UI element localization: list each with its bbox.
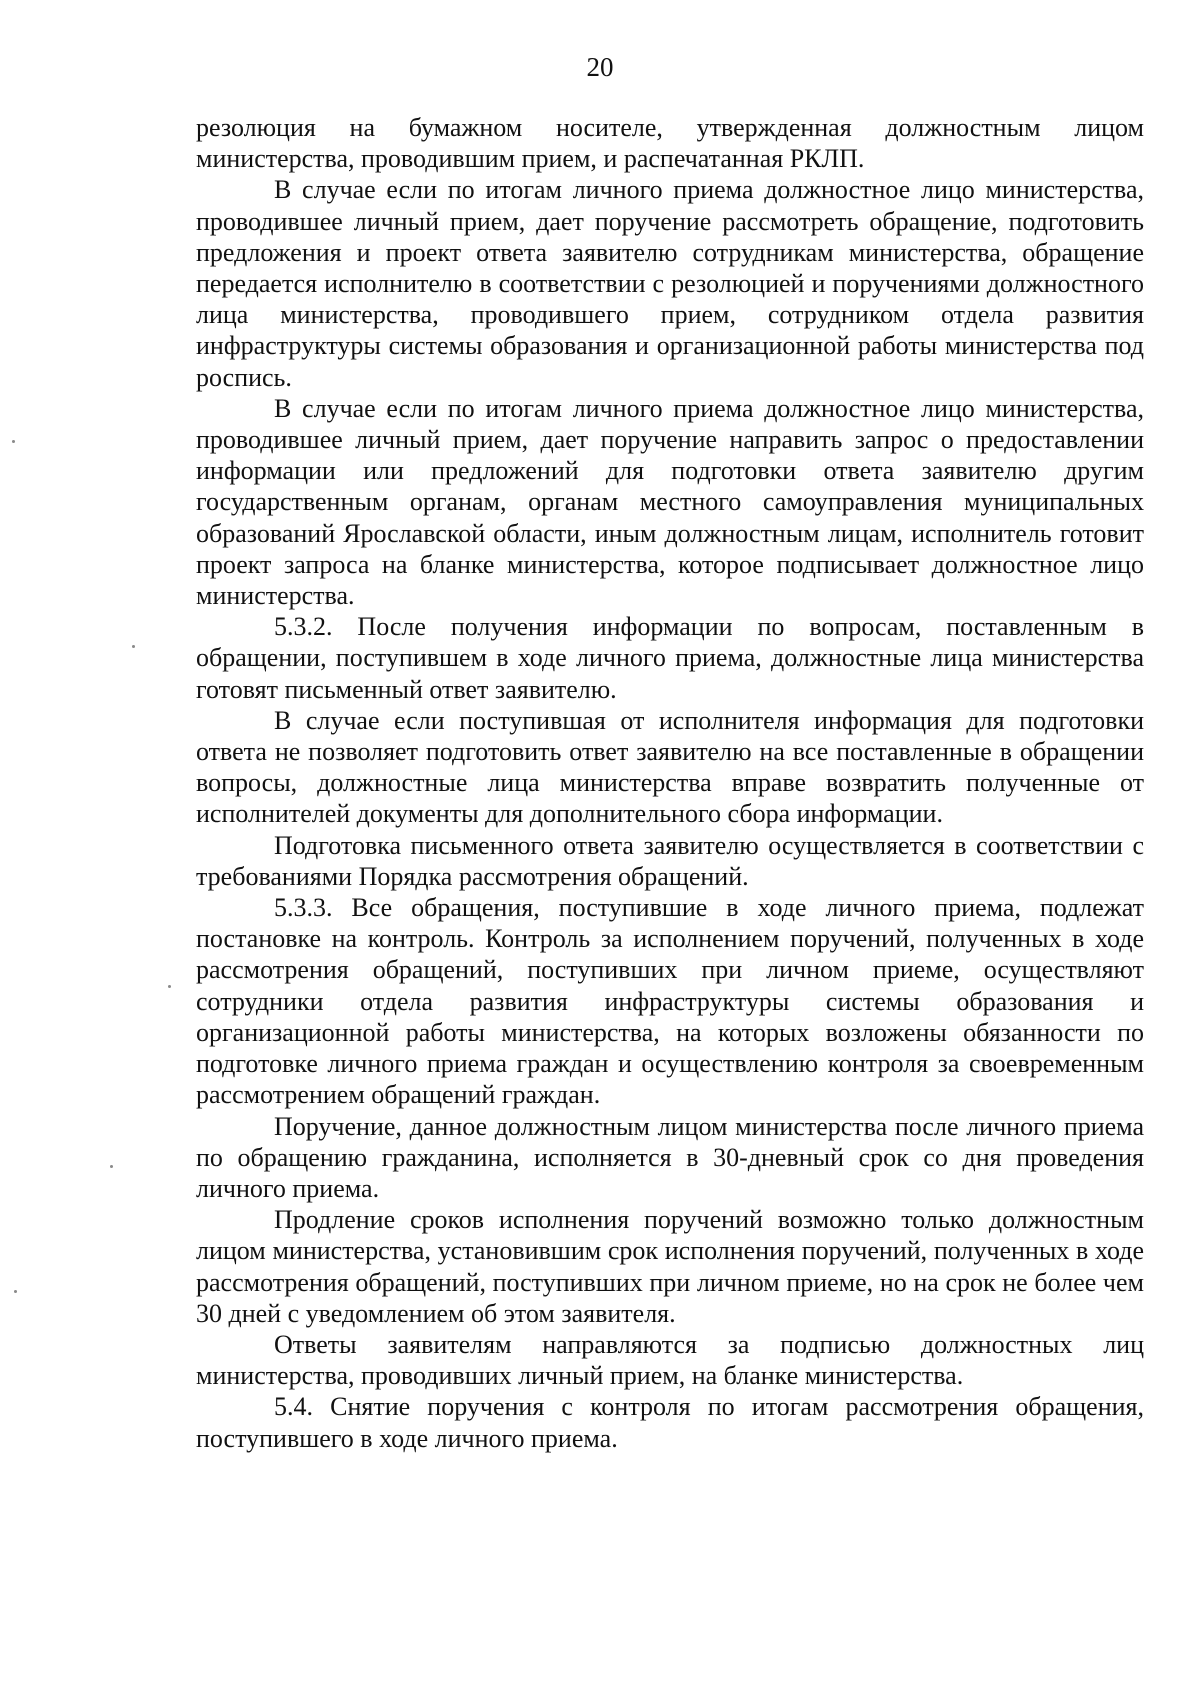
scan-speck xyxy=(12,440,15,443)
page-number: 20 xyxy=(586,52,614,82)
paragraph-7: 5.3.3. Все обращения, поступившие в ходе личного приема, подлежат постановке на контроль. Контроль за исполнением поручений, полученных в ходе рассмотрения обращений, поступивших при личном приеме, осуществляют сотрудники отдела развития инфраструктуры системы образования и организационной работы министерства, на которых возложены обязанности по подготовке личного приема граждан и осуществлению контроля за своевременным рассмотрением обращений граждан. xyxy=(196,893,1144,1110)
paragraph-2: В случае если по итогам личного приема должностное лицо министерства, проводившее личный прием, дает поручение рассмотреть обращение, подготовить предложения и проект ответа заявителю сотрудникам министерства, обращение передается исполнителю в соответствии с резолюцией и поручениями должностного лица министерства, проводившего прием, сотрудником отдела развития инфраструктуры системы образования и организационной работы министерства под роспись. xyxy=(196,175,1144,392)
paragraph-8: Поручение, данное должностным лицом министерства после личного приема по обращению гражданина, исполняется в 30-дневный срок со дня проведения личного приема. xyxy=(196,1111,1144,1203)
scan-speck xyxy=(14,1290,17,1293)
document-body xyxy=(196,112,1144,1454)
paragraph-6: Подготовка письменного ответа заявителю осуществляется в соответствии с требованиями Порядка рассмотрения обращений. xyxy=(196,830,1144,891)
paragraph-5: В случае если поступившая от исполнителя информация для подготовки ответа не позволяет подготовить ответ заявителю на все поставленные в обращении вопросы, должностные лица министерства вправе возвратить полученные от исполнителей документы для дополнительного сбора информации. xyxy=(196,705,1144,829)
scan-speck xyxy=(168,985,171,988)
paragraph-9: Продление сроков исполнения поручений возможно только должностным лицом министерства, установившим срок исполнения поручений, полученных в ходе рассмотрения обращений, поступивших при личном приеме, но на срок не более чем 30 дней с уведомлением об этом заявителя. xyxy=(196,1205,1144,1328)
paragraph-10: Ответы заявителям направляются за подписью должностных лиц министерства, проводивших личный прием, на бланке министерства. xyxy=(196,1329,1144,1391)
scan-speck xyxy=(132,645,135,648)
paragraph-1: резолюция на бумажном носителе, утвержденная должностным лицом министерства, проводившим прием, и распечатанная РКЛП. xyxy=(196,113,1144,174)
paragraph-3: В случае если по итогам личного приема должностное лицо министерства, проводившее личный прием, дает поручение направить запрос о предоставлении информации или предложений для подготовки ответа заявителю другим государственным органам, органам местного самоуправления муниципальных образований Ярославской области, иным должностным лицам, исполнитель готовит проект запроса на бланке министерства, которое подписывает должностное лицо министерства. xyxy=(196,393,1144,611)
paragraph-11: 5.4. Снятие поручения с контроля по итогам рассмотрения обращения, поступившего в ходе личного приема. xyxy=(196,1392,1144,1453)
scan-speck xyxy=(110,1165,113,1168)
paragraph-4: 5.3.2. После получения информации по вопросам, поставленным в обращении, поступившем в ходе личного приема, должностные лица министерства готовят письменный ответ заявителю. xyxy=(196,612,1144,704)
